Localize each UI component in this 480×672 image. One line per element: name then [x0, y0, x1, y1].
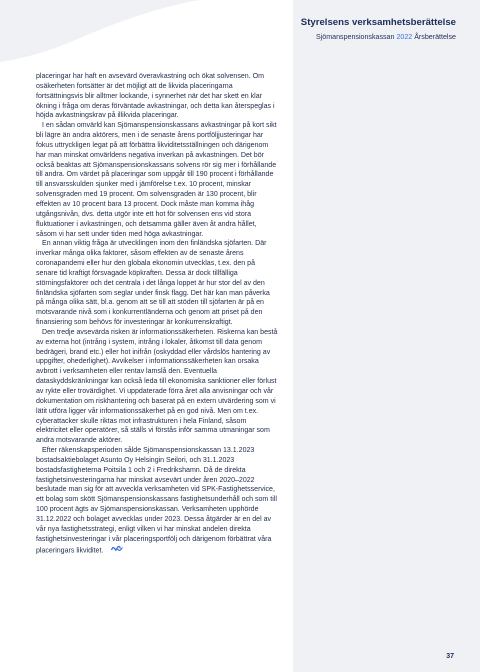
- report-subtitle: [316, 33, 456, 41]
- sidebar-panel: [293, 0, 480, 672]
- paragraph: Den tredje avsevärda risken är informationssäkerheten. Riskerna kan bestå av externa hot (intrång i system, intrång i lokaler, åtkomst till data genom bedrägeri, brand etc.) eller hot inifrån (oskyddad eller vårdslös hantering av uppgifter, ohederlighet). Avvikelser i informationssäkerheten kan orsaka avbrott i verksamheten eller rentav lamslå den. Eventuella dataskyddskränkningar kan också leda till ekonomiska sanktioner eller förlust av rykte eller trovärdighet. Vi uppdaterade förra året alla anvisningar och vår dokumentation om riskhantering och baserat på en extern utvärdering som vi lätit utföra ligger vår informationssäkerhet på en god nivå. Men om t.ex. cyberattacker skulle riktas mot infrastrukturen i hela Finland, såsom elektricitet eller operatörer, så ställs vi förstås inför samma utmaningar som andra motsvarande aktörer.: [36, 328, 278, 445]
- organization-name: Sjömanspensionskassan: [315, 33, 395, 41]
- page-number: 37: [446, 653, 454, 660]
- body-text: [36, 72, 278, 556]
- report-type: Årsberättelse: [414, 33, 456, 41]
- paragraph-text: Efter räkenskapsperioden sålde Sjömanspensionskassan 13.1.2023 bostadsaktiebolaget Asunto Oy Helsingin Seilori, och 31.1.2023 bostadsfastigheterna Poitsila 1 och 2 i Fredrikshamn. Då de direkta fastighetsinvesteringarna har minskat avsevärt under åren 2020–2022 beslutade man sig för att avveckla verksamheten vid SPK-Fastighetsservice, ett bolag som skött Sjömanspensionskassans fastighetsunderhåll och som till 100 procent ägts av Sjömanspensionskassan. Verksamheten upphörde 31.12.2022 och bolaget avvecklas under 2023. Dessa åtgärder är en del av vår nya fastighetsstrategi, enligt vilken vi har minskat andelen direkta fastighetsinvesteringar i vår placeringsportfölj och därigenom förbättrat våra placeringars likviditet.: [36, 447, 277, 554]
- decorative-corner-curve: [0, 0, 200, 76]
- wave-logo-icon: [105, 545, 123, 556]
- paragraph: placeringar har haft en avsevärd överavkastning och ökat solvensen. Om osäkerheten fortsätter är det möjligt att de likvida placeringarna fortsättningsvis blir alltmer lockande, i synnerhet när det har skett en klar ökning i fråga om deras förväntade avkastningar, och detta kan återspeglas i höjda avkastningskrav på illikvida placeringar.: [36, 73, 275, 120]
- paragraph-last: [36, 446, 278, 556]
- paragraph: I en sådan omvärld kan Sjömanspensionskassans avkastningar på kort sikt bli lägre än andra aktörers, men i de senaste årens portföljjusteringar har fokus uttryckligen legat på att förbättra likviditetsställningen och därigenom har man minskat omvärldens negativa inverkan på avkastningen. Det bör också beaktas att Sjömanspensionskassans solvens rör sig mer i förhållande till andra. Om värdet på placeringar som uppgår till 190 procent i förhållande till ansvarsskulden sjunker med i jämförelse t.ex. 10 procent, minskar solvensgraden med 19 procent. Om solvensgraden är 130 procent, blir effekten av 10 procent bara 13 procent. Dock måste man komma ihåg utgångsnivån, dvs. detta utgör inte ett hot för solvensen ens vid stora fluktuationer i avkastningen, och detsamma gäller även åt andra hållet, såsom vi har sett under tiden med höga avkastningar.: [36, 122, 277, 238]
- paragraph: En annan viktig fråga är utvecklingen inom den finländska sjöfarten. Där inverkar många olika faktorer, såsom effekten av de senaste årens coronapandemi eller hur den globala ekonomin utvecklas, t.ex. den på senare tid kraftigt försvagade köpkraften. Dessa är dock tillfälliga störningsfaktorer och det centrala i det långa loppet är hur stor del av den finländska sjöfarten som seglar under finsk flagg. Det här kan man påverka på många olika sätt, bl.a. genom att se till att stöden till sjöfarten är på en motsvarande nivå som i konkurrentländerna och genom att priset på den finansiering som behövs för investeringar är konkurrenskraftigt.: [36, 240, 270, 327]
- report-year: 2022: [396, 33, 413, 41]
- section-title: Styrelsens verksamhetsberättelse: [300, 17, 456, 28]
